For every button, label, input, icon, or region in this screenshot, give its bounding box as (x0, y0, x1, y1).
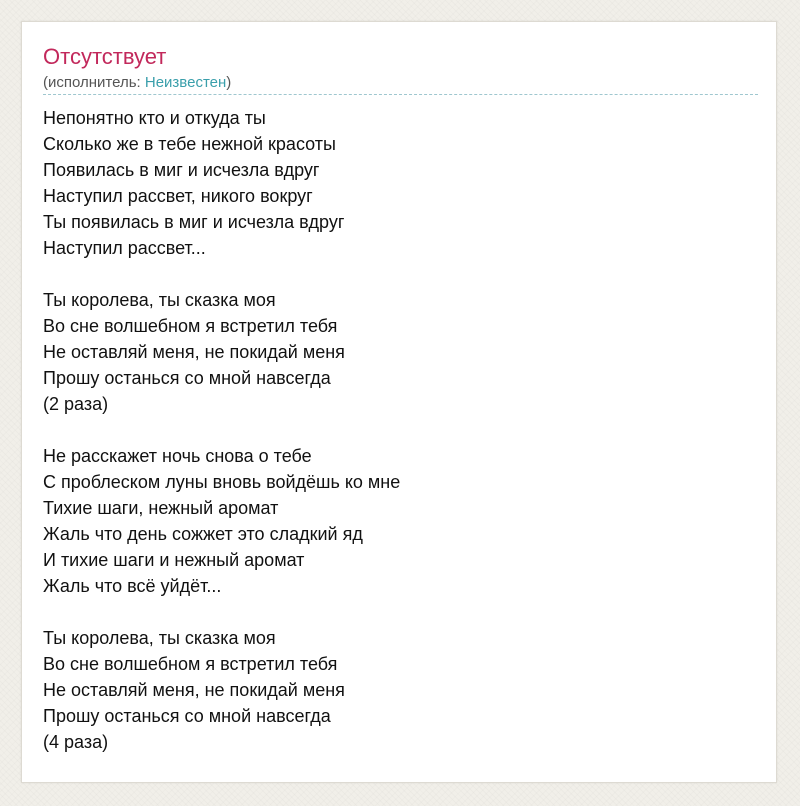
lyric-line: Прошу останься со мной навсегда (43, 368, 331, 388)
stanza-2-chorus (43, 287, 758, 417)
lyric-line: Наступил рассвет... (43, 238, 206, 258)
lyric-line: Ты королева, ты сказка моя (43, 290, 276, 310)
lyric-line: Прошу останься со мной навсегда (43, 706, 331, 726)
lyric-line: Ты королева, ты сказка моя (43, 628, 276, 648)
stanza-4-chorus (43, 625, 758, 755)
lyric-line: Не расскажет ночь снова о тебе (43, 446, 312, 466)
lyric-line: Во сне волшебном я встретил тебя (43, 316, 338, 336)
lyric-line: Сколько же в тебе нежной красоты (43, 134, 336, 154)
lyric-line: Не оставляй меня, не покидай меня (43, 680, 345, 700)
lyric-line: Жаль что всё уйдёт... (43, 576, 222, 596)
lyric-line: Не оставляй меня, не покидай меня (43, 342, 345, 362)
stanza-3 (43, 443, 758, 599)
artist-suffix: ) (226, 74, 232, 91)
repeat-note: (4 раза) (43, 732, 109, 752)
title-divider (43, 94, 758, 95)
lyric-line: С проблеском луны вновь войдёшь ко мне (43, 472, 401, 492)
song-title: Отсутствует (43, 44, 167, 69)
lyrics-body (43, 105, 758, 755)
artist-prefix: (исполнитель: (43, 74, 145, 91)
lyric-line: Непонятно кто и откуда ты (43, 108, 266, 128)
artist-line (43, 73, 231, 93)
repeat-note: (2 раза) (43, 394, 109, 414)
stanza-1 (43, 105, 758, 261)
lyrics-card (21, 21, 777, 783)
lyric-line: И тихие шаги и нежный аромат (43, 550, 305, 570)
lyric-line: Тихие шаги, нежный аромат (43, 498, 279, 518)
lyric-line: Ты появилась в миг и исчезла вдруг (43, 212, 345, 232)
lyric-line: Наступил рассвет, никого вокруг (43, 186, 313, 206)
lyric-line: Появилась в миг и исчезла вдруг (43, 160, 320, 180)
artist-link[interactable]: Неизвестен (144, 74, 227, 91)
lyric-line: Жаль что день сожжет это сладкий яд (43, 524, 363, 544)
lyric-line: Во сне волшебном я встретил тебя (43, 654, 338, 674)
